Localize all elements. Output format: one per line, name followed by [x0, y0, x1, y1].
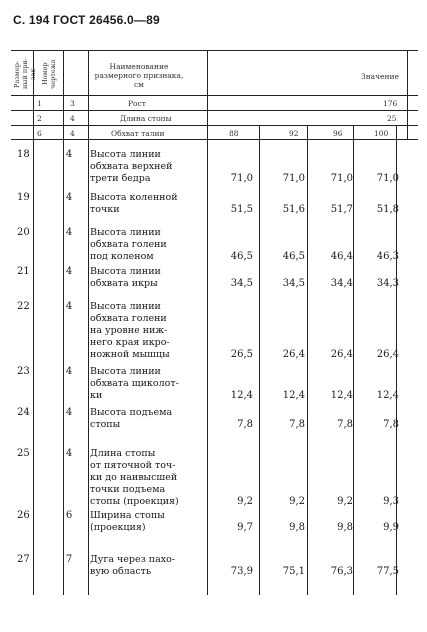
row-19-drawing: 4 — [65, 192, 73, 203]
row-27-feature-line: вую область — [90, 566, 152, 577]
row-18-value: 71,0 — [230, 173, 253, 184]
row-24-value: 7,8 — [337, 419, 353, 430]
table-column-line-value-right — [407, 50, 408, 139]
table-rule-0 — [11, 50, 418, 51]
row-26-value: 9,9 — [383, 522, 399, 533]
row-18-value: 71,0 — [376, 173, 399, 184]
row-27-value: 77,5 — [376, 566, 399, 577]
row-23-drawing: 4 — [65, 366, 73, 377]
row-27-value: 73,9 — [230, 566, 253, 577]
row-22-feature-line: обхвата голени — [90, 313, 167, 324]
table-column-line-6 — [353, 125, 354, 595]
row-19-no: 19 — [17, 192, 30, 203]
row-20-feature-line: обхвата голени — [90, 239, 167, 250]
row-1-value: 176 — [383, 99, 398, 108]
row-22-no: 22 — [17, 301, 30, 312]
waist-value-96: 96 — [333, 129, 343, 138]
row-24-value: 7,8 — [289, 419, 305, 430]
row-6-name: Обхват талии — [111, 129, 165, 138]
header-drawing-no: Номер чертежа — [41, 59, 57, 89]
row-24-no: 24 — [17, 407, 30, 418]
row-18-no: 18 — [17, 149, 30, 160]
row-26-feature-line: (проекция) — [90, 522, 146, 533]
row-20-value: 46,4 — [330, 251, 353, 262]
row-19-value: 51,8 — [376, 204, 399, 215]
row-23-value: 12,4 — [282, 390, 305, 401]
row-1-drawing: 3 — [70, 99, 75, 108]
row-25-feature-line: от пяточной точ- — [90, 460, 176, 471]
table-column-line-2 — [88, 50, 89, 595]
row-2-no: 2 — [37, 114, 42, 123]
row-18-value: 71,0 — [330, 173, 353, 184]
row-1-no: 1 — [37, 99, 42, 108]
row-22-feature-line: него края икро- — [90, 337, 170, 348]
row-27-value: 75,1 — [282, 566, 305, 577]
row-25-no: 25 — [17, 448, 30, 459]
row-22-feature-line: на уровне ниж- — [90, 325, 168, 336]
row-25-value: 9,2 — [337, 496, 353, 507]
table-rule-4 — [11, 139, 418, 140]
page-header: С. 194 ГОСТ 26456.0—89 — [13, 13, 160, 27]
header-value: Значение — [361, 72, 399, 81]
row-18-feature-line: обхвата верхней — [90, 161, 173, 172]
row-2-name: Длина стопы — [120, 114, 172, 123]
waist-value-92: 92 — [289, 129, 299, 138]
row-21-value: 34,3 — [376, 278, 399, 289]
row-21-no: 21 — [17, 266, 30, 277]
row-21-value: 34,4 — [330, 278, 353, 289]
row-21-feature-line: Высота линии — [90, 266, 161, 277]
header-size-no: Размер-ный при-зак — [13, 58, 37, 90]
row-24-feature-line: стопы — [90, 419, 121, 430]
row-27-no: 27 — [17, 554, 30, 565]
row-18-drawing: 4 — [65, 149, 73, 160]
row-24-value: 7,8 — [237, 419, 253, 430]
row-21-value: 34,5 — [230, 278, 253, 289]
row-25-drawing: 4 — [65, 448, 73, 459]
table-rule-3 — [11, 125, 418, 126]
row-19-value: 51,6 — [282, 204, 305, 215]
row-20-value: 46,5 — [230, 251, 253, 262]
table-column-line-4 — [259, 125, 260, 595]
row-19-feature-line: точки — [90, 204, 120, 215]
row-25-feature-line: точки подъема — [90, 484, 166, 495]
row-24-drawing: 4 — [65, 407, 73, 418]
row-25-value: 9,2 — [289, 496, 305, 507]
row-25-feature-line: Длина стопы — [90, 448, 156, 459]
row-23-feature-line: ки — [90, 390, 103, 401]
table-column-line-5 — [307, 125, 308, 595]
row-23-value: 12,4 — [330, 390, 353, 401]
row-26-drawing: 6 — [65, 510, 73, 521]
row-22-value: 26,4 — [376, 349, 399, 360]
row-22-value: 26,5 — [230, 349, 253, 360]
header-feature: Наименование размерного признака, см — [94, 62, 184, 89]
waist-value-100: 100 — [374, 129, 389, 138]
row-20-value: 46,3 — [376, 251, 399, 262]
row-20-value: 46,5 — [282, 251, 305, 262]
row-23-feature-line: Высота линии — [90, 366, 161, 377]
row-6-drawing: 4 — [70, 129, 75, 138]
row-20-drawing: 4 — [65, 227, 73, 238]
row-21-feature-line: обхвата икры — [90, 278, 158, 289]
row-23-value: 12,4 — [376, 390, 399, 401]
row-19-feature-line: Высота коленной — [90, 192, 178, 203]
row-22-drawing: 4 — [65, 301, 73, 312]
row-2-drawing: 4 — [70, 114, 75, 123]
row-25-value: 9,3 — [383, 496, 399, 507]
row-25-feature-line: ки до наивысшей — [90, 472, 178, 483]
table-rule-2 — [11, 110, 418, 111]
row-22-value: 26,4 — [282, 349, 305, 360]
row-20-no: 20 — [17, 227, 30, 238]
row-27-feature-line: Дуга через пахо- — [90, 554, 176, 565]
row-23-no: 23 — [17, 366, 30, 377]
row-19-value: 51,5 — [230, 204, 253, 215]
row-26-value: 9,8 — [289, 522, 305, 533]
row-27-value: 76,3 — [330, 566, 353, 577]
row-22-feature-line: ножной мышцы — [90, 349, 170, 360]
row-20-feature-line: под коленом — [90, 251, 154, 262]
row-1-name: Рост — [128, 99, 146, 108]
row-19-value: 51,7 — [330, 204, 353, 215]
row-21-drawing: 4 — [65, 266, 73, 277]
row-25-feature-line: стопы (проекция) — [90, 496, 179, 507]
row-26-feature-line: Ширина стопы — [90, 510, 165, 521]
row-25-value: 9,2 — [237, 496, 253, 507]
row-23-value: 12,4 — [230, 390, 253, 401]
row-22-value: 26,4 — [330, 349, 353, 360]
row-20-feature-line: Высота линии — [90, 227, 161, 238]
row-18-feature-line: трети бедра — [90, 173, 151, 184]
row-21-value: 34,5 — [282, 278, 305, 289]
row-23-feature-line: обхвата щиколот- — [90, 378, 179, 389]
row-18-feature-line: Высота линии — [90, 149, 161, 160]
row-6-no: 6 — [37, 129, 42, 138]
table-rule-1 — [11, 95, 418, 96]
row-24-feature-line: Высота подъема — [90, 407, 173, 418]
waist-value-88: 88 — [229, 129, 239, 138]
row-24-value: 7,8 — [383, 419, 399, 430]
row-2-value: 25 — [387, 114, 397, 123]
row-26-value: 9,8 — [337, 522, 353, 533]
row-22-feature-line: Высота линии — [90, 301, 161, 312]
row-27-drawing: 7 — [65, 554, 73, 565]
row-26-no: 26 — [17, 510, 30, 521]
row-26-value: 9,7 — [237, 522, 253, 533]
row-18-value: 71,0 — [282, 173, 305, 184]
